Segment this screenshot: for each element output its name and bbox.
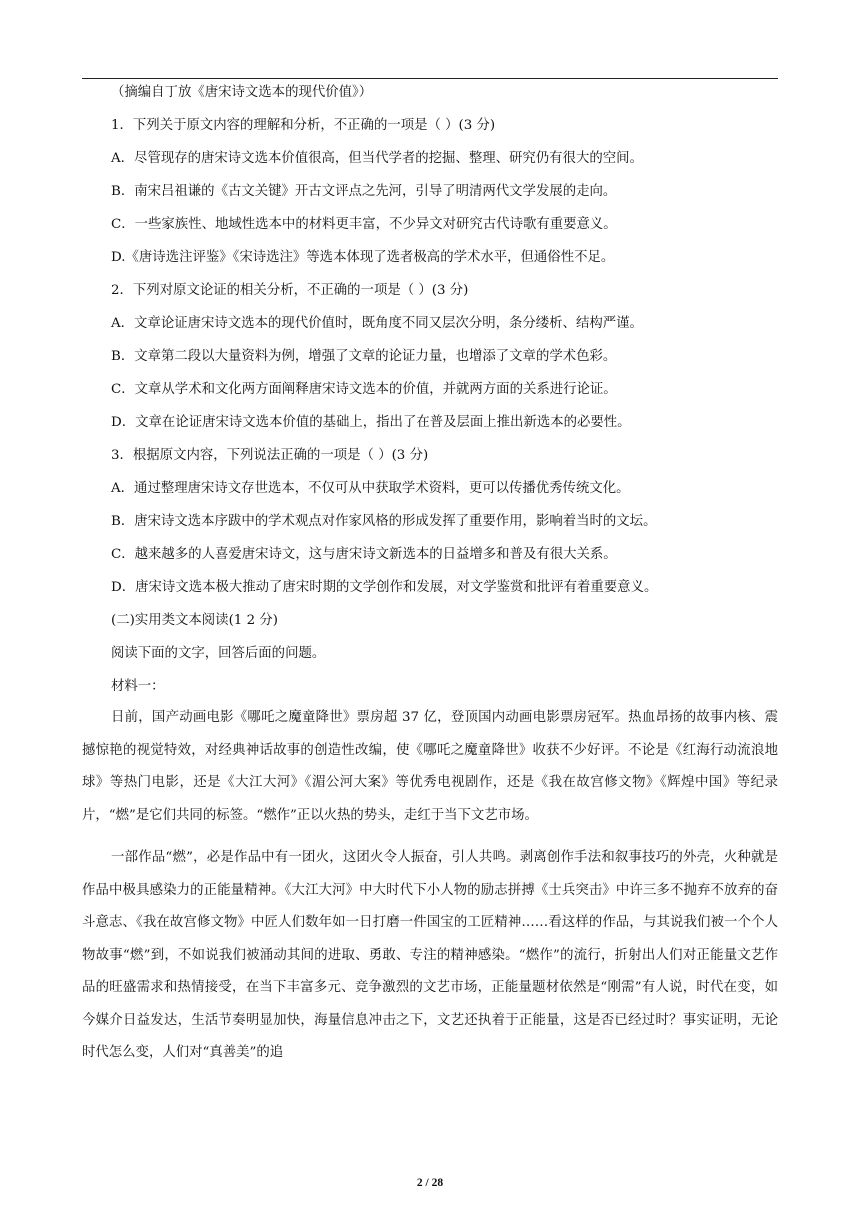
answer-option: D.《唐诗选注评鉴》《宋诗选注》等选本体现了选者极高的学术水平，但通俗性不足。 <box>111 250 615 265</box>
answer-option: A．文章论证唐宋诗文选本的现代价值时，既角度不同又层次分明，条分缕析、结构严谨。 <box>111 316 643 331</box>
header-rule <box>82 78 778 79</box>
body-paragraph: 日前，国产动画电影《哪吒之魔童降世》票房超 37 亿，登顶国内动画电影票房冠军。热血昂扬的故事内核、震撼惊艳的视觉特效，对经典神话故事的创造性改编，使《哪吒之魔童降世》收获不少好评。不论是《红海行动流浪地球》等热门电影，还是《大江大河》《湄公河大案》等优秀电视剧作，还是《我在故宫修文物》《辉煌中国》等纪录片，“燃”是它们共同的标签。“燃作”正以火热的势头，走红于当下文艺市场。 <box>82 710 778 823</box>
material-label: 材料一： <box>111 679 165 694</box>
source-note: （摘编自丁放《唐宋诗文选本的现代价值》） <box>111 85 373 100</box>
page-number: 2 / 28 <box>416 1177 444 1189</box>
question-stem: 3．根据原文内容，下列说法正确的一项是（ ）(3 分) <box>111 448 429 463</box>
document-body <box>82 84 778 1070</box>
answer-option: A．通过整理唐宋诗文存世选本，不仅可从中获取学术资料，更可以传播优秀传统文化。 <box>111 481 630 496</box>
answer-option: B．唐宋诗文选本序跋中的学术观点对作家风格的形成发挥了重要作用，影响着当时的文坛。 <box>111 514 657 529</box>
answer-option: C．文章从学术和文化两方面阐释唐宋诗文选本的价值，并就两方面的关系进行论证。 <box>111 382 617 397</box>
instruction: 阅读下面的文字，回答后面的问题。 <box>111 646 326 661</box>
answer-option: D．唐宋诗文选本极大推动了唐宋时期的文学创作和发展，对文学鉴赏和批评有着重要意义。 <box>111 580 658 595</box>
answer-option: B．文章第二段以大量资料为例，增强了文章的论证力量，也增添了文章的学术色彩。 <box>111 349 617 364</box>
answer-option: B．南宋吕祖谦的《古文关键》开古文评点之先河，引导了明清两代文学发展的走向。 <box>111 184 617 199</box>
question-stem: 2．下列对原文论证的相关分析，不正确的一项是（ ）(3 分) <box>111 283 469 298</box>
question-stem: 1．下列关于原文内容的理解和分析，不正确的一项是（ ）(3 分) <box>111 118 496 133</box>
section-title: (二)实用类文本阅读(1 2 分) <box>111 613 278 628</box>
answer-option: C．越来越多的人喜爱唐宋诗文，这与唐宋诗文新选本的日益增多和普及有很大关系。 <box>111 547 617 562</box>
answer-option: D．文章在论证唐宋诗文选本价值的基础上，指出了在普及层面上推出新选本的必要性。 <box>111 415 631 430</box>
body-paragraph: 一部作品“燃”，必是作品中有一团火，这团火令人振奋，引人共鸣。剥离创作手法和叙事技巧的外壳，火种就是作品中极具感染力的正能量精神。《大江大河》中大时代下小人物的励志拼搏《士兵突击》中许三多不抛弃不放弃的奋斗意志、《我在故宫修文物》中匠人们数年如一日打磨一件国宝的工匠精神……看这样的作品，与其说我们被一个个人物故事“燃”到，不如说我们被涌动其间的进取、勇敢、专注的精神感染。“燃作”的流行，折射出人们对正能量文艺作品的旺盛需求和热情接受，在当下丰富多元、竞争激烈的文艺市场，正能量题材依然是“刚需”有人说，时代在变，如今媒介日益发达，生活节奏明显加快，海量信息冲击之下，文艺还执着于正能量，这是否已经过时？事实证明，无论时代怎么变，人们对“真善美”的追 <box>82 850 778 1060</box>
answer-option: C．一些家族性、地域性选本中的材料更丰富，不少异文对研究古代诗歌有重要意义。 <box>111 217 617 232</box>
question-list <box>82 117 778 596</box>
answer-option: A．尽管现存的唐宋诗文选本价值很高，但当代学者的挖掘、整理、研究仍有很大的空间。 <box>111 151 643 166</box>
